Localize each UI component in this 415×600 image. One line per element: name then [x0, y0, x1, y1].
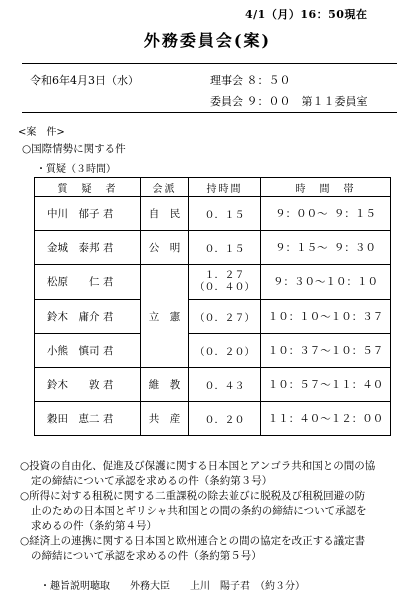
bill-line: 止のための日本国とギリシャ共和国との間の条約の締結について承認を	[31, 505, 367, 517]
allotted-time-total: １．２７	[204, 269, 245, 281]
party-cell: 自 民	[141, 197, 189, 231]
questioner-name: 鈴木 庸介 君	[35, 299, 141, 333]
table-header-row	[35, 178, 391, 197]
bill-item	[20, 534, 398, 564]
committee-meeting-info: 委員会 ９：００ 第１１委員室	[210, 95, 368, 108]
questioner-name: 松原 仁 君	[35, 265, 141, 299]
bill-line: 定の締結について承認を求めるの件（条約第３号）	[31, 475, 273, 487]
allotted-time: ０．１５	[189, 197, 261, 231]
questioner-table	[34, 177, 391, 436]
party-cell-merged: 立 憲	[141, 265, 189, 368]
header-allotted-time: 持時間	[189, 178, 261, 197]
table-row	[35, 197, 391, 231]
time-slot: ９：１５～ ９：３０	[261, 231, 391, 265]
questioner-name: 金城 泰邦 君	[35, 231, 141, 265]
top-divider	[22, 63, 397, 64]
time-slot: ９：００～ ９：１５	[261, 197, 391, 231]
table-row	[35, 265, 391, 299]
bottom-divider	[22, 112, 397, 113]
allotted-time: ０．４３	[189, 367, 261, 401]
header-questioner: 質 疑 者	[35, 178, 141, 197]
agenda-heading: <案 件>	[18, 127, 65, 138]
allotted-time	[189, 265, 261, 299]
questioner-name: 穀田 恵二 君	[35, 402, 141, 436]
bill-line: ○投資の自由化、促進及び保護に関する日本国とアンゴラ共和国との間の協	[20, 460, 376, 472]
table-row	[35, 299, 391, 333]
agenda-subtopic: ・質疑（３時間）	[36, 164, 116, 175]
bill-line: ○経済上の連携に関する日本国と欧州連合との間の協定を改正する議定書	[20, 535, 366, 547]
time-slot: １０：１０～１０：３７	[261, 299, 391, 333]
questioner-name: 中川 郁子 君	[35, 197, 141, 231]
page-title: 外務委員会(案)	[143, 31, 272, 50]
party-cell: 共 産	[141, 402, 189, 436]
agenda-topic: ○国際情勢に関する件	[22, 143, 126, 155]
table-row	[35, 402, 391, 436]
party-cell: 公 明	[141, 231, 189, 265]
allotted-time-own: （０．４０）	[194, 281, 255, 293]
header-time-slot: 時 間 帯	[261, 178, 391, 197]
time-slot: １１：４０～１２：００	[261, 402, 391, 436]
bill-line: 求めるの件（条約第４号）	[31, 520, 157, 532]
time-slot: ９：３０～１０：１０	[261, 265, 391, 299]
questioner-name: 小熊 慎司 君	[35, 333, 141, 367]
time-slot: １０：３７～１０：５７	[261, 333, 391, 367]
meeting-date: 令和6年4月3日（水）	[30, 74, 139, 87]
questioner-name: 鈴木 敦 君	[35, 367, 141, 401]
time-slot: １０：５７～１１：４０	[261, 367, 391, 401]
bill-line: ○所得に対する租税に関する二重課税の除去並びに脱税及び租税回避の防	[20, 490, 366, 502]
allotted-time: ０．１５	[189, 231, 261, 265]
bill-item	[20, 489, 398, 534]
allotted-time: ０．２０	[189, 402, 261, 436]
board-meeting-time: 理事会 ８：５０	[210, 74, 291, 87]
table-row	[35, 231, 391, 265]
bill-line: の締結について承認を求めるの件（条約第５号）	[31, 550, 262, 562]
allotted-time: （０．２７）	[189, 299, 261, 333]
table-row	[35, 333, 391, 367]
table-row	[35, 367, 391, 401]
bill-item	[20, 459, 398, 489]
header-party: 会派	[141, 178, 189, 197]
party-cell: 維 教	[141, 367, 189, 401]
allotted-time: （０．２０）	[189, 333, 261, 367]
explanation-speech-line: ・趣旨説明聴取 外務大臣 上川 陽子君 （約３分）	[40, 581, 305, 592]
update-timestamp: 4/1（月）16：50現在	[245, 8, 368, 21]
